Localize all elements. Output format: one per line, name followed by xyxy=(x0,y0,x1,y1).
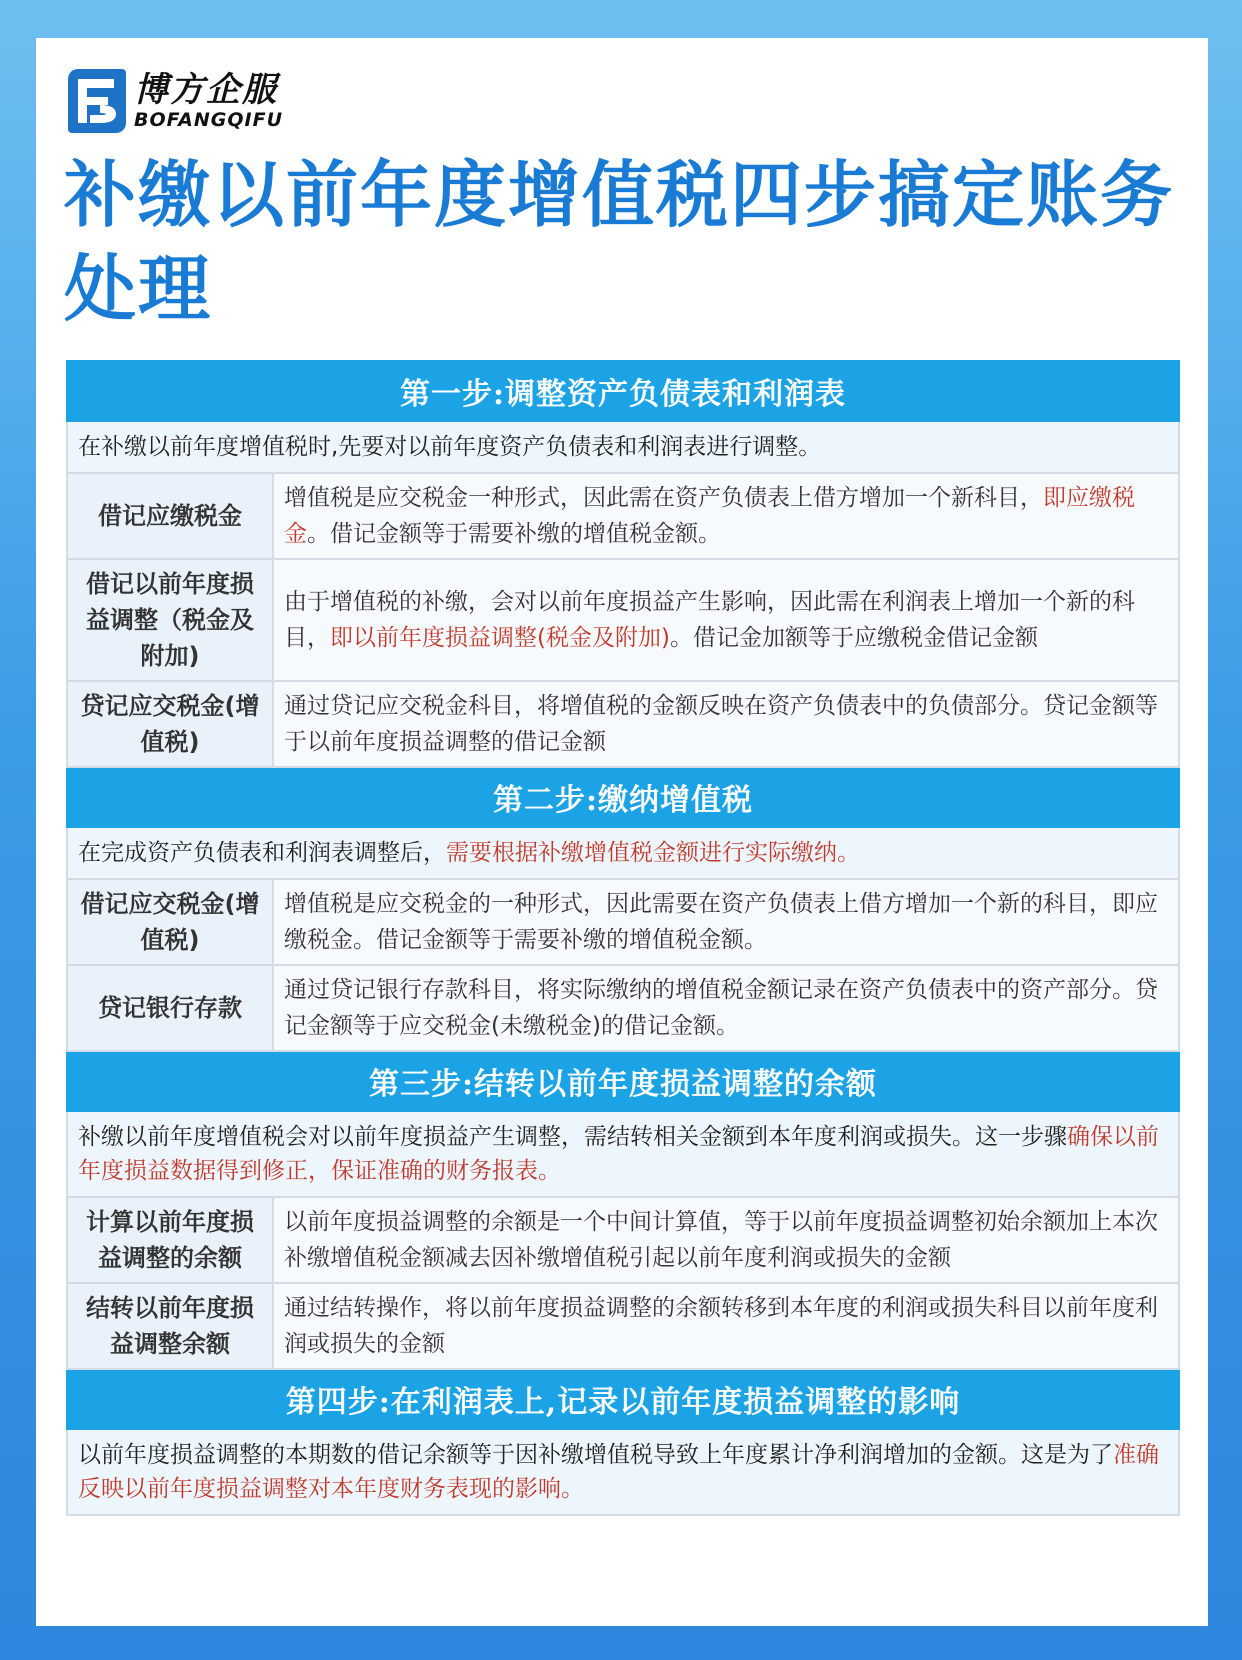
row-desc: 通过贷记银行存款科目，将实际缴纳的增值税金额记录在资产负债表中的资产部分。贷记金额等于应交税金(未缴税金)的借记金额。 xyxy=(273,965,1179,1051)
table-row xyxy=(67,681,1179,767)
table-row xyxy=(67,1283,1179,1369)
table-row xyxy=(67,965,1179,1051)
table-row xyxy=(67,559,1179,681)
highlight-text: 准确反映以前年度损益调整对本年度财务表现的影响。 xyxy=(78,1442,1159,1502)
table-row xyxy=(67,879,1179,965)
brand-logo xyxy=(68,66,283,136)
highlight-text: 即应缴税金 xyxy=(284,485,1135,547)
row-desc: 通过贷记应交税金科目，将增值税的金额反映在资产负债表中的负债部分。贷记金额等于以前年度损益调整的借记金额 xyxy=(273,681,1179,767)
step-4-intro: 以前年度损益调整的本期数的借记余额等于因补缴增值税导致上年度累计净利润增加的金额。这是为了准确反映以前年度损益调整对本年度财务表现的影响。 xyxy=(67,1429,1179,1515)
step-4-title: 第四步:在利润表上,记录以前年度损益调整的影响 xyxy=(67,1369,1179,1429)
row-desc: 增值税是应交税金的一种形式，因此需要在资产负债表上借方增加一个新的科目，即应缴税金。借记金额等于需要补缴的增值税金额。 xyxy=(273,879,1179,965)
row-label: 借记应缴税金 xyxy=(67,473,273,559)
step-2-intro: 在完成资产负债表和利润表调整后，需要根据补缴增值税金额进行实际缴纳。 xyxy=(67,827,1179,879)
page-title: 补缴以前年度增值税四步搞定账务处理 xyxy=(64,153,1175,331)
table-row xyxy=(67,1197,1179,1283)
row-label: 计算以前年度损益调整的余额 xyxy=(67,1197,273,1283)
highlight-text: 确保以前年度损益数据得到修正，保证准确的财务报表。 xyxy=(78,1124,1159,1184)
step-2-title: 第二步:缴纳增值税 xyxy=(67,767,1179,827)
row-label: 贷记应交税金(增值税) xyxy=(67,681,273,767)
row-desc: 增值税是应交税金一种形式，因此需在资产负债表上借方增加一个新科目，即应缴税金。借记金额等于需要补缴的增值税金额。 xyxy=(273,473,1179,559)
row-label: 借记以前年度损益调整（税金及附加) xyxy=(67,559,273,681)
row-desc: 通过结转操作，将以前年度损益调整的余额转移到本年度的利润或损失科目以前年度利润或损失的金额 xyxy=(273,1283,1179,1369)
brand-logo-icon xyxy=(68,69,126,133)
step-3-title: 第三步:结转以前年度损益调整的余额 xyxy=(67,1051,1179,1111)
table-row xyxy=(67,473,1179,559)
highlight-text: 即以前年度损益调整(税金及附加) xyxy=(330,625,670,651)
brand-name-cn: 博方企服 xyxy=(134,70,278,110)
highlight-text: 需要根据补缴增值税金额进行实际缴纳。 xyxy=(446,840,860,866)
row-label: 借记应交税金(增值税) xyxy=(67,879,273,965)
step-1-title: 第一步:调整资产负债表和利润表 xyxy=(67,361,1179,421)
row-label: 结转以前年度损益调整余额 xyxy=(67,1283,273,1369)
row-label: 贷记银行存款 xyxy=(67,965,273,1051)
brand-name-en: BOFANGQIFU xyxy=(134,109,283,131)
step-3-intro: 补缴以前年度增值税会对以前年度损益产生调整，需结转相关金额到本年度利润或损失。这一步骤确保以前年度损益数据得到修正，保证准确的财务报表。 xyxy=(67,1111,1179,1197)
row-desc: 以前年度损益调整的余额是一个中间计算值，等于以前年度损益调整初始余额加上本次补缴增值税金额减去因补缴增值税引起以前年度利润或损失的金额 xyxy=(273,1197,1179,1283)
content-card xyxy=(36,38,1208,1626)
row-desc: 由于增值税的补缴，会对以前年度损益产生影响，因此需在利润表上增加一个新的科目，即以前年度损益调整(税金及附加)。借记金加额等于应缴税金借记金额 xyxy=(273,559,1179,681)
steps-table xyxy=(66,360,1180,1516)
step-1-intro: 在补缴以前年度增值税时,先要对以前年度资产负债表和利润表进行调整。 xyxy=(67,421,1179,473)
